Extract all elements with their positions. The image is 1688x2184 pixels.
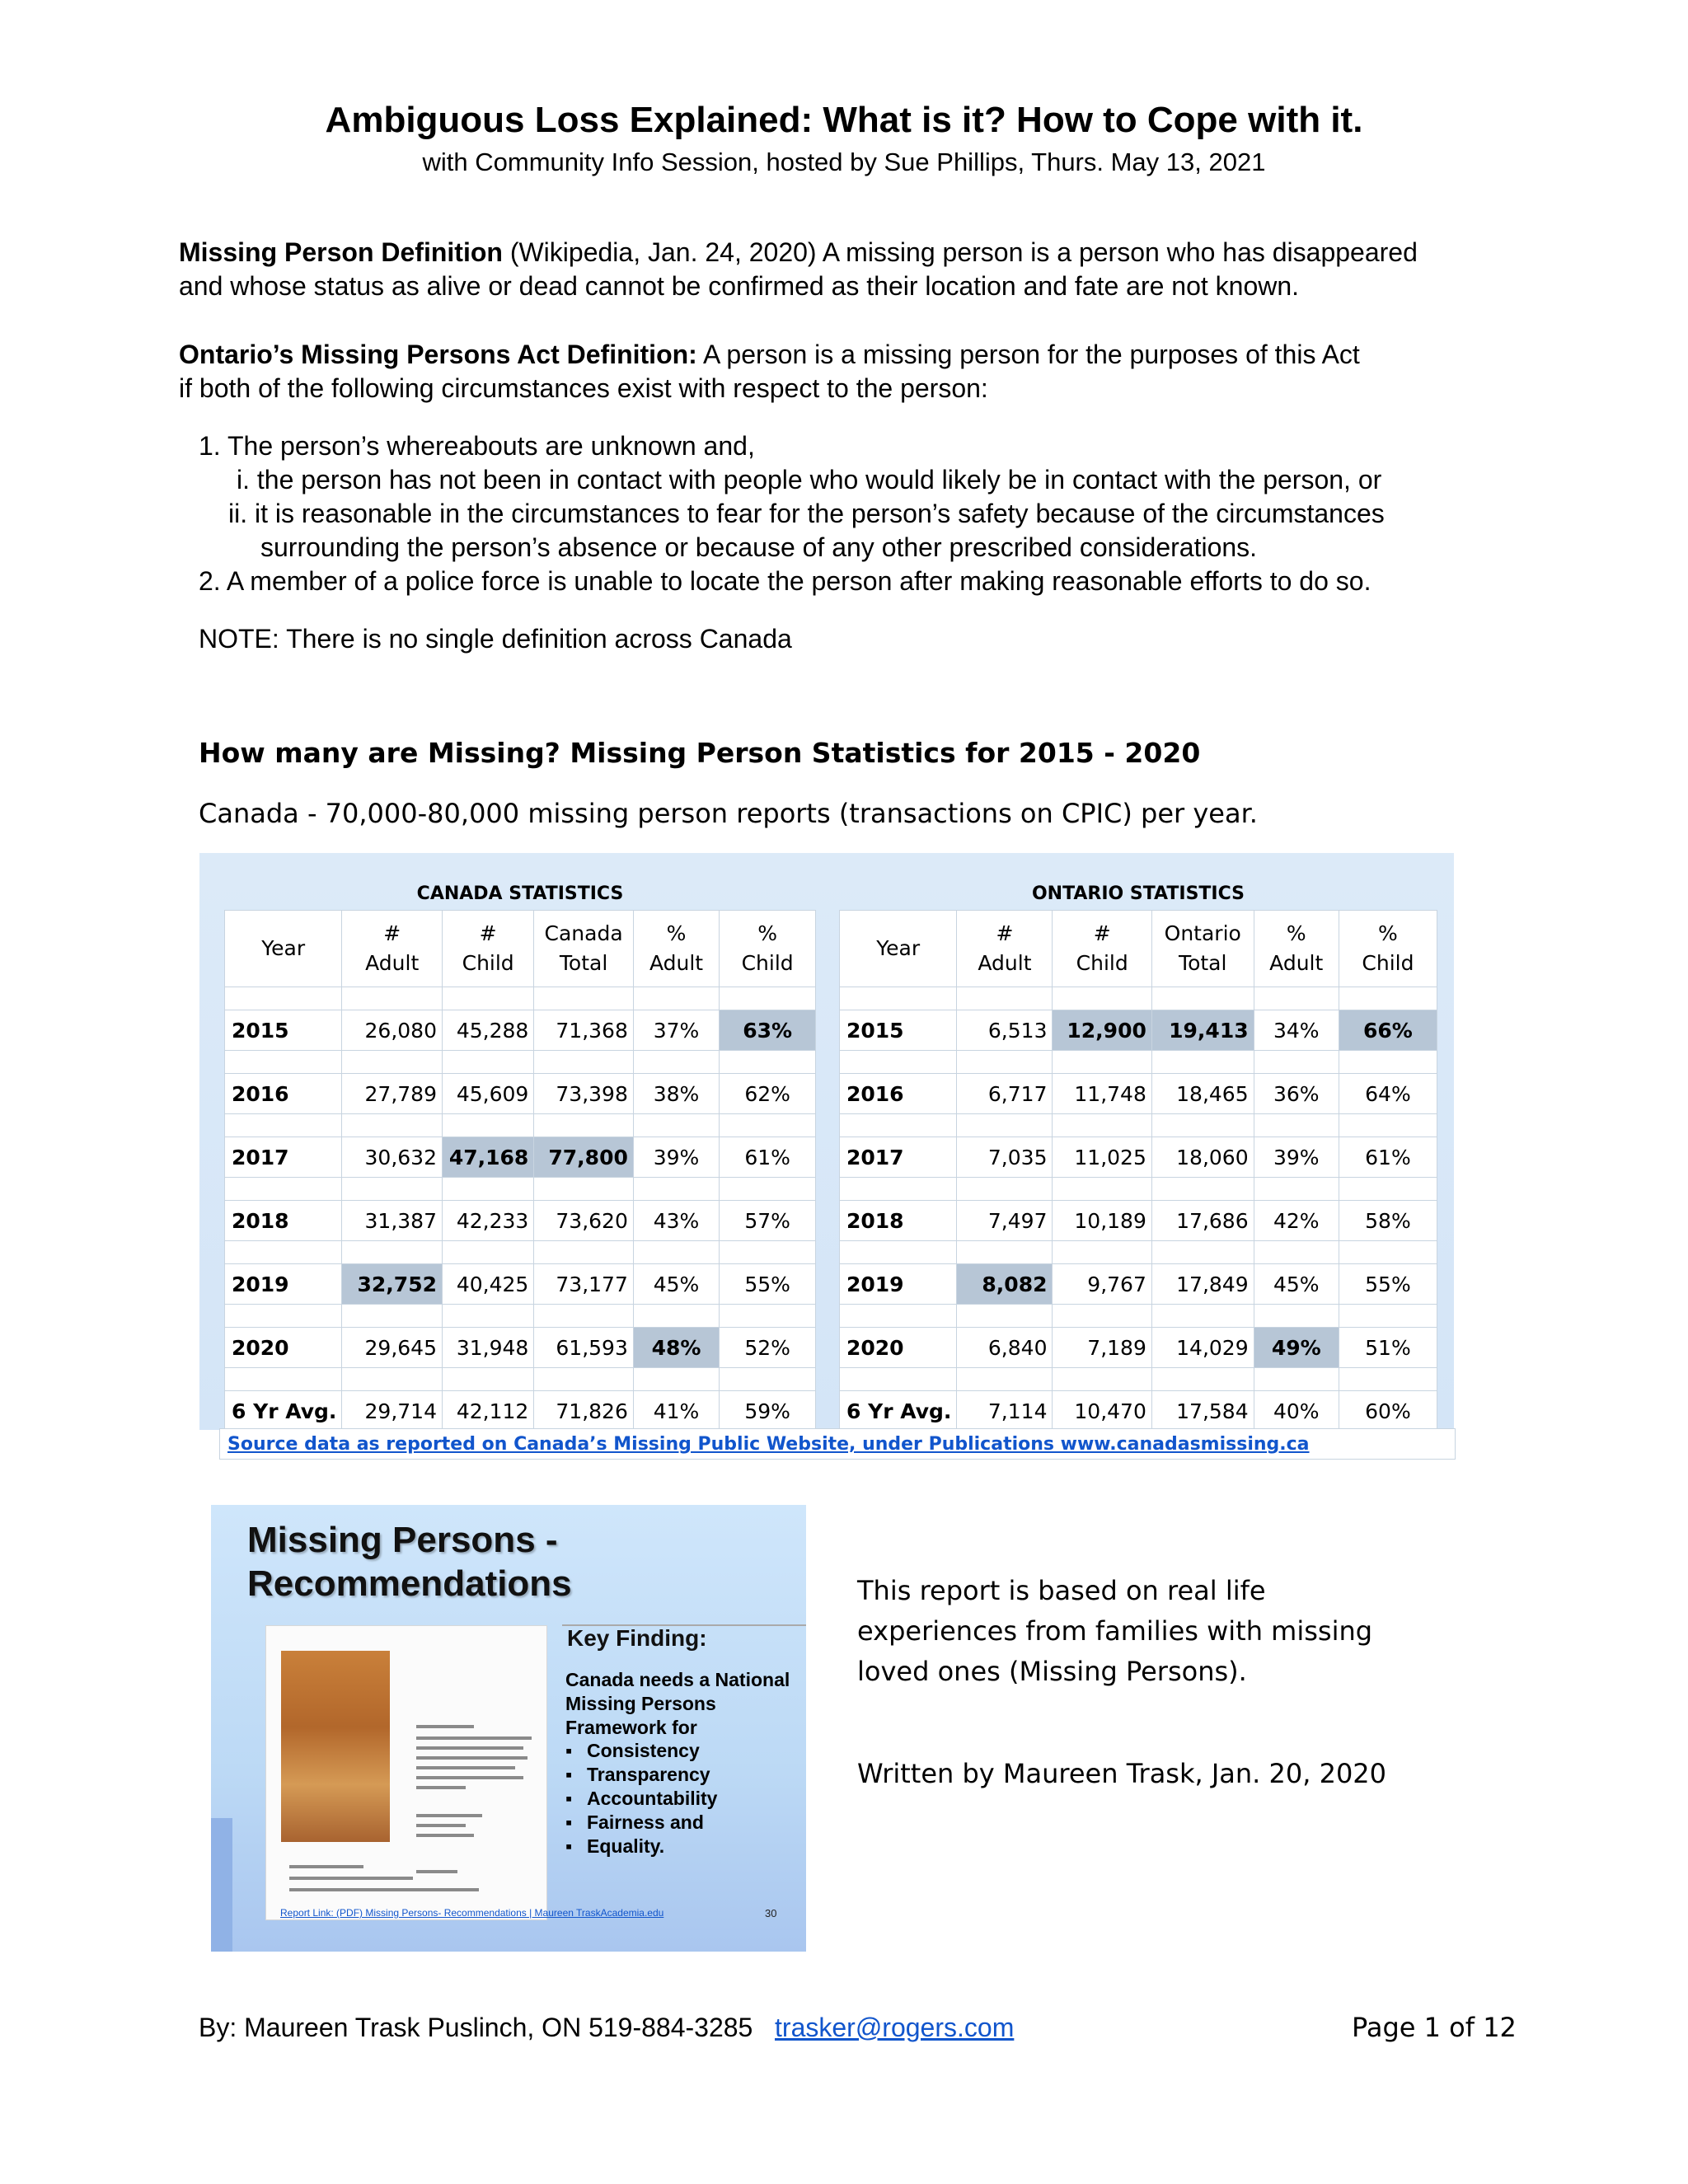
column-header-line-1: % — [757, 921, 777, 945]
key-finding-list — [565, 1739, 717, 1858]
list-item-1-ii: ii. it is reasonable in the circumstances to fear for the person’s safety because of the circumstances — [228, 499, 1385, 528]
column-header-line-1: # — [383, 921, 401, 945]
column-header-line-1: % — [1378, 921, 1398, 945]
column-header-line-2: Year — [876, 936, 921, 960]
column-header-line-2: Adult — [1269, 951, 1324, 975]
table-cell: 17,849 — [1151, 1264, 1254, 1305]
table-cell: 2019 — [840, 1264, 957, 1305]
column-header — [720, 911, 816, 987]
table-cell: 12,900 — [1053, 1010, 1151, 1051]
table-row — [225, 1010, 816, 1051]
table-cell: 29,714 — [342, 1391, 443, 1432]
column-header — [840, 911, 957, 987]
footer-contact — [199, 2011, 1014, 2044]
table-cell: 55% — [720, 1264, 816, 1305]
table-cell: 60% — [1339, 1391, 1437, 1432]
table-cell: 17,686 — [1151, 1201, 1254, 1241]
table-cell: 11,025 — [1053, 1137, 1151, 1178]
list-item: ▪ Consistency — [565, 1739, 717, 1763]
column-header — [342, 911, 443, 987]
table-cell: 11,748 — [1053, 1074, 1151, 1114]
ontario-stats-caption: ONTARIO STATISTICS — [1031, 883, 1245, 904]
table-cell: 45% — [633, 1264, 719, 1305]
table-cell: 71,368 — [534, 1010, 634, 1051]
footer-page-number: Page 1 of 12 — [1352, 2012, 1517, 2043]
table-cell: 27,789 — [342, 1074, 443, 1114]
table-cell: 45,288 — [443, 1010, 534, 1051]
table-row — [225, 1074, 816, 1114]
column-header — [1254, 911, 1339, 987]
column-header — [957, 911, 1053, 987]
table-cell: 41% — [633, 1391, 719, 1432]
source-link[interactable]: Source data as reported on Canada’s Missing Public Website, under Publications www.canadasmissing.ca — [227, 1434, 1310, 1455]
table-cell: 31,948 — [443, 1328, 534, 1368]
slide-title-line-2: Recommendations — [247, 1563, 572, 1604]
table-cell: 18,060 — [1151, 1137, 1254, 1178]
report-link[interactable]: Report Link: (PDF) Missing Persons- Recommendations | Maureen TraskAcademia.edu — [280, 1907, 664, 1919]
table-cell: 36% — [1254, 1074, 1339, 1114]
column-header-line-1: # — [996, 921, 1014, 945]
table-cell: 59% — [720, 1391, 816, 1432]
report-cover-thumbnail — [265, 1625, 547, 1920]
table-row — [225, 1201, 816, 1241]
table-cell: 37% — [633, 1010, 719, 1051]
table-row — [840, 1391, 1437, 1432]
table-cell: 29,645 — [342, 1328, 443, 1368]
column-header-line-2: Total — [559, 951, 608, 975]
table-cell: 48% — [633, 1328, 719, 1368]
stats-heading: How many are Missing? Missing Person Statistics for 2015 - 2020 — [199, 737, 1201, 769]
table-cell: 7,497 — [957, 1201, 1053, 1241]
table-cell: 63% — [720, 1010, 816, 1051]
table-cell: 51% — [1339, 1328, 1437, 1368]
table-row — [840, 1010, 1437, 1051]
table-cell: 77,800 — [534, 1137, 634, 1178]
missing-definition-text-1: (Wikipedia, Jan. 24, 2020) A missing person is a person who has disappeared — [502, 237, 1418, 267]
table-cell: 40% — [1254, 1391, 1339, 1432]
column-header-line-2: Adult — [978, 951, 1032, 975]
ontario-stats-header-row — [840, 911, 1437, 987]
table-cell: 34% — [1254, 1010, 1339, 1051]
table-cell: 2017 — [840, 1137, 957, 1178]
list-item-1-i: i. the person has not been in contact with people who would likely be in contact with the person, or — [237, 465, 1382, 494]
table-cell: 45,609 — [443, 1074, 534, 1114]
column-header-line-2: Child — [1076, 951, 1128, 975]
ontario-stats-table — [839, 910, 1437, 1432]
missing-definition-text-2: and whose status as alive or dead cannot be confirmed as their location and fate are not known. — [179, 271, 1300, 301]
table-cell: 26,080 — [342, 1010, 443, 1051]
table-cell: 66% — [1339, 1010, 1437, 1051]
canada-stats-caption: CANADA STATISTICS — [416, 883, 624, 904]
key-finding-label: Key Finding: — [567, 1625, 707, 1651]
table-cell: 6,840 — [957, 1328, 1053, 1368]
table-cell: 45% — [1254, 1264, 1339, 1305]
table-cell: 32,752 — [342, 1264, 443, 1305]
table-cell: 2018 — [840, 1201, 957, 1241]
table-cell: 64% — [1339, 1074, 1437, 1114]
list-item-2: 2. A member of a police force is unable to locate the person after making reasonable efforts to do so. — [199, 566, 1372, 596]
table-cell: 42,112 — [443, 1391, 534, 1432]
table-row — [225, 1264, 816, 1305]
list-item: ▪ Fairness and — [565, 1811, 717, 1835]
stats-intro: Canada - 70,000-80,000 missing person reports (transactions on CPIC) per year. — [199, 798, 1258, 829]
table-row — [840, 1074, 1437, 1114]
table-cell: 7,189 — [1053, 1328, 1151, 1368]
table-row — [840, 1328, 1437, 1368]
column-header-line-1: # — [479, 921, 497, 945]
missing-definition — [179, 236, 1531, 303]
recommendations-slide — [211, 1505, 806, 1952]
table-cell: 73,398 — [534, 1074, 634, 1114]
column-header — [225, 911, 342, 987]
table-cell: 2020 — [225, 1328, 342, 1368]
table-cell: 61% — [1339, 1137, 1437, 1178]
column-header-line-1: % — [666, 921, 687, 945]
column-header-line-1: Canada — [544, 921, 623, 945]
table-cell: 39% — [1254, 1137, 1339, 1178]
canada-stats-header-row — [225, 911, 816, 987]
ontario-definition-text-1: A person is a missing person for the purposes of this Act — [696, 340, 1360, 369]
table-cell: 31,387 — [342, 1201, 443, 1241]
table-cell: 55% — [1339, 1264, 1437, 1305]
table-cell: 6 Yr Avg. — [225, 1391, 342, 1432]
column-header-line-1: Ontario — [1164, 921, 1241, 945]
table-row — [840, 1264, 1437, 1305]
column-header — [1053, 911, 1151, 987]
table-cell: 2017 — [225, 1137, 342, 1178]
table-cell: 40,425 — [443, 1264, 534, 1305]
slide-title-line-1: Missing Persons - — [247, 1520, 558, 1560]
table-cell: 61,593 — [534, 1328, 634, 1368]
page-subtitle: with Community Info Session, hosted by Sue Phillips, Thurs. May 13, 2021 — [422, 148, 1266, 176]
list-item-1: 1. The person’s whereabouts are unknown and, — [199, 431, 755, 461]
table-cell: 2015 — [840, 1010, 957, 1051]
column-header — [633, 911, 719, 987]
table-cell: 73,620 — [534, 1201, 634, 1241]
missing-definition-label: Missing Person Definition — [179, 237, 503, 267]
table-cell: 42% — [1254, 1201, 1339, 1241]
column-header-line-1: % — [1286, 921, 1306, 945]
table-cell: 61% — [720, 1137, 816, 1178]
table-cell: 10,470 — [1053, 1391, 1151, 1432]
column-header-line-2: Year — [261, 936, 306, 960]
table-cell: 30,632 — [342, 1137, 443, 1178]
table-row — [840, 1201, 1437, 1241]
table-cell: 42,233 — [443, 1201, 534, 1241]
table-cell: 43% — [633, 1201, 719, 1241]
table-row — [840, 1137, 1437, 1178]
table-cell: 6,717 — [957, 1074, 1053, 1114]
table-cell: 14,029 — [1151, 1328, 1254, 1368]
table-cell: 7,035 — [957, 1137, 1053, 1178]
table-cell: 6,513 — [957, 1010, 1053, 1051]
list-item-1-ii-cont: surrounding the person’s absence or because of any other prescribed considerations. — [260, 532, 1258, 562]
column-header-line-2: Child — [1362, 951, 1414, 975]
ontario-definition-text-2: if both of the following circumstances exist with respect to the person: — [179, 373, 988, 403]
table-cell: 57% — [720, 1201, 816, 1241]
report-description-line-1: This report is based on real life — [857, 1575, 1266, 1606]
table-cell: 73,177 — [534, 1264, 634, 1305]
table-cell: 2018 — [225, 1201, 342, 1241]
table-cell: 71,826 — [534, 1391, 634, 1432]
column-header-line-1: # — [1093, 921, 1111, 945]
list-item: ▪ Accountability — [565, 1787, 717, 1811]
column-header-line-2: Total — [1179, 951, 1227, 975]
list-item: ▪ Equality. — [565, 1835, 717, 1858]
table-cell: 2020 — [840, 1328, 957, 1368]
table-cell: 9,767 — [1053, 1264, 1151, 1305]
ontario-definition — [179, 338, 1531, 405]
table-cell: 52% — [720, 1328, 816, 1368]
column-header-line-2: Adult — [365, 951, 420, 975]
table-cell: 49% — [1254, 1328, 1339, 1368]
report-cover-image — [281, 1651, 390, 1842]
column-header-line-2: Child — [741, 951, 794, 975]
column-header — [443, 911, 534, 987]
table-cell: 2015 — [225, 1010, 342, 1051]
table-cell: 17,584 — [1151, 1391, 1254, 1432]
table-cell: 47,168 — [443, 1137, 534, 1178]
footer-author: By: Maureen Trask Puslinch, ON 519-884-3285 — [199, 2013, 753, 2042]
list-item: ▪ Transparency — [565, 1763, 717, 1787]
table-cell: 39% — [633, 1137, 719, 1178]
slide-title — [247, 1518, 572, 1605]
table-cell: 8,082 — [957, 1264, 1053, 1305]
report-description — [857, 1571, 1484, 1692]
table-cell: 2016 — [225, 1074, 342, 1114]
table-cell: 38% — [633, 1074, 719, 1114]
report-description-line-3: loved ones (Missing Persons). — [857, 1656, 1247, 1687]
key-finding-text: Canada needs a National Missing Persons Framework for — [565, 1669, 790, 1738]
column-header — [1339, 911, 1437, 987]
table-cell: 19,413 — [1151, 1010, 1254, 1051]
column-header-line-2: Child — [462, 951, 514, 975]
table-cell: 58% — [1339, 1201, 1437, 1241]
report-description-line-2: experiences from families with missing — [857, 1615, 1373, 1647]
slide-accent-bar — [211, 1818, 232, 1952]
table-cell: 18,465 — [1151, 1074, 1254, 1114]
page-title: Ambiguous Loss Explained: What is it? How to Cope with it. — [325, 100, 1363, 140]
note: NOTE: There is no single definition across Canada — [199, 624, 792, 654]
table-cell: 62% — [720, 1074, 816, 1114]
table-cell: 2016 — [840, 1074, 957, 1114]
footer-email-link[interactable]: trasker@rogers.com — [775, 2013, 1015, 2042]
table-row — [225, 1391, 816, 1432]
table-cell: 6 Yr Avg. — [840, 1391, 957, 1432]
table-cell: 10,189 — [1053, 1201, 1151, 1241]
column-header — [534, 911, 634, 987]
table-cell: 2019 — [225, 1264, 342, 1305]
column-header-line-2: Adult — [649, 951, 704, 975]
table-cell: 7,114 — [957, 1391, 1053, 1432]
table-row — [225, 1137, 816, 1178]
column-header — [1151, 911, 1254, 987]
canada-stats-table — [224, 910, 816, 1432]
written-by: Written by Maureen Trask, Jan. 20, 2020 — [857, 1758, 1387, 1789]
table-row — [225, 1328, 816, 1368]
slide-page-number: 30 — [765, 1907, 777, 1919]
ontario-definition-label: Ontario’s Missing Persons Act Definition: — [179, 340, 697, 369]
